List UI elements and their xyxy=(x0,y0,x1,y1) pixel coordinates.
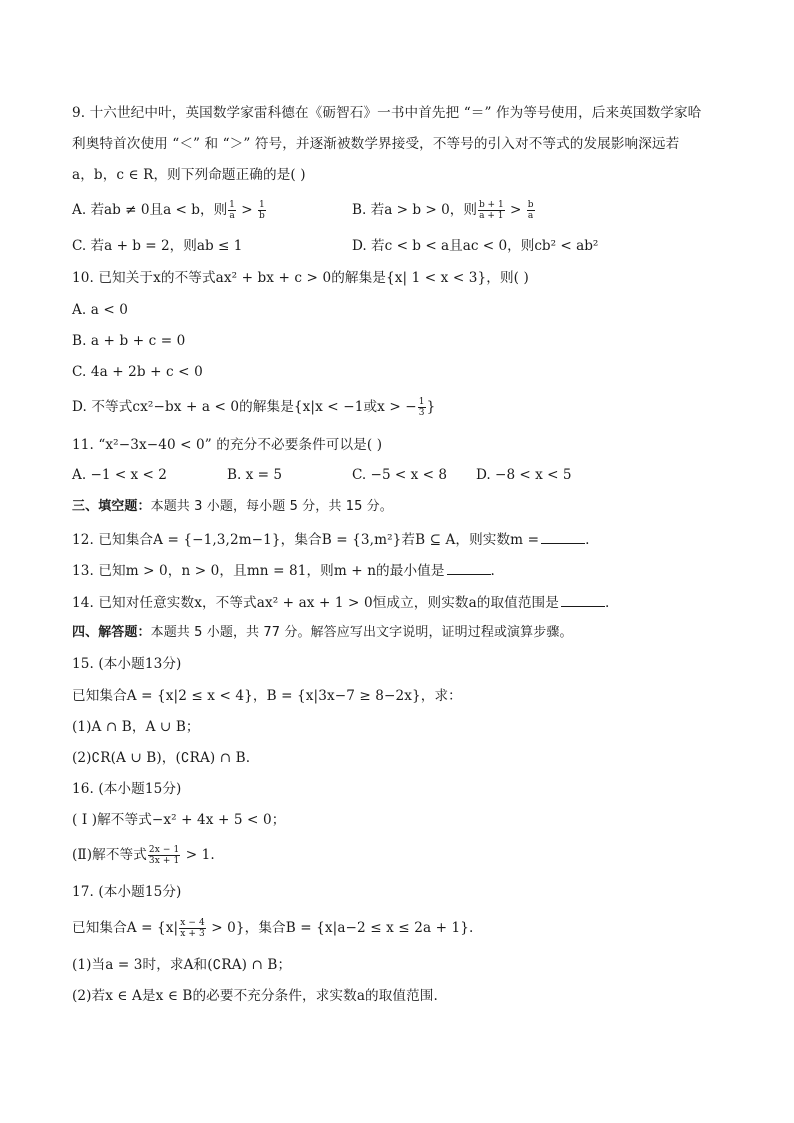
numerator: 2x − 1 xyxy=(148,845,180,855)
numerator: b xyxy=(527,200,534,210)
q15-stem: 已知集合A = {x|2 ≤ x < 4}，B = {x|3x−7 ≥ 8−2x}，求： xyxy=(72,688,462,704)
q16-part-2-text: (Ⅱ)解不等式 xyxy=(72,847,147,863)
section-4-title: 四、解答题： xyxy=(72,625,151,640)
denominator: a xyxy=(527,211,534,221)
q11-option-c: C. −5 < x < 8 xyxy=(352,467,447,483)
closing-brace: } xyxy=(426,399,436,415)
fraction xyxy=(527,200,535,221)
q16-part-1: ( Ⅰ )解不等式−x² + 4x + 5 < 0； xyxy=(72,812,286,828)
q13 xyxy=(72,560,495,581)
q17-title: 17. (本小题15分) xyxy=(72,884,182,900)
q14 xyxy=(72,592,609,613)
section-3-description: 本题共 3 小题，每小题 5 分，共 15 分。 xyxy=(150,499,393,514)
numerator: 1 xyxy=(229,200,235,210)
denominator: a xyxy=(229,211,235,221)
q15-title: 15. (本小题13分) xyxy=(72,656,182,672)
denominator: x + 3 xyxy=(180,929,205,939)
q10-option-c: C. 4a + 2b + c < 0 xyxy=(72,364,203,380)
numerator: b + 1 xyxy=(478,200,504,210)
answer-blank[interactable] xyxy=(561,592,605,607)
q11-option-b: B. x = 5 xyxy=(227,467,282,483)
denominator: 3 xyxy=(418,408,425,418)
operator: > xyxy=(236,202,257,218)
denominator: a + 1 xyxy=(479,211,504,221)
q16-part-2 xyxy=(72,845,215,866)
fraction xyxy=(478,200,505,221)
q11-option-a: A. −1 < x < 2 xyxy=(72,467,167,483)
q12-text: 12. 已知集合A = {−1,3,2m−1}，集合B = {3,m²}若B ⊆ A，则实数m = xyxy=(72,532,540,548)
q13-end: . xyxy=(490,563,495,579)
q14-end: . xyxy=(604,595,610,611)
q9-stem-line-1: 9. 十六世纪中叶，英国数学家雷科德在《砺智石》一书中首先把 “＝” 作为等号使用，后来英国数学家哈 xyxy=(72,105,702,121)
section-4-description: 本题共 5 小题，共 77 分。解答应写出文字说明，证明过程或演算步骤。 xyxy=(150,625,573,640)
q16-title: 16. (本小题15分) xyxy=(72,781,182,797)
q13-text: 13. 已知m > 0，n > 0，且mn = 81，则m + n的最小值是 xyxy=(72,563,445,579)
q9-option-c: C. 若a + b = 2，则ab ≤ 1 xyxy=(72,238,243,254)
q10-stem: 10. 已知关于x的不等式ax² + bx + c > 0的解集是{x| 1 < x < 3}，则( ) xyxy=(72,270,529,286)
q10-option-a: A. a < 0 xyxy=(72,302,129,318)
q9-option-a-text: A. 若ab ≠ 0且a < b，则 xyxy=(72,202,228,218)
denominator: 3x + 1 xyxy=(148,856,180,866)
q15-part-1: (1)A ∩ B，A ∪ B； xyxy=(72,719,200,735)
fraction xyxy=(179,918,206,939)
q15-part-2: (2)∁R(A ∪ B)，(∁RA) ∩ B. xyxy=(72,750,251,766)
operator: > xyxy=(505,202,526,218)
q10-option-d xyxy=(72,397,435,418)
fraction xyxy=(228,200,236,221)
q9-option-d: D. 若c < b < a且ac < 0，则cb² < ab² xyxy=(352,238,599,254)
q14-text: 14. 已知对任意实数x，不等式ax² + ax + 1 > 0恒成立，则实数a的取值范围是 xyxy=(72,595,559,611)
q17-part-1: (1)当a = 3时，求A和(∁RA) ∩ B； xyxy=(72,957,292,973)
q17-part-2: (2)若x ∈ A是x ∈ B的必要不充分条件，求实数a的取值范围. xyxy=(72,988,438,1004)
q9-option-b-text: B. 若a > b > 0，则 xyxy=(352,202,477,218)
answer-blank[interactable] xyxy=(447,560,491,575)
answer-blank[interactable] xyxy=(541,529,585,544)
q9-stem-line-2: 利奥特首次使用 “＜” 和 “＞” 符号，并逐渐被数学界接受，不等号的引入对不等式的发展影响深远若 xyxy=(72,136,680,152)
section-4-heading xyxy=(72,623,573,643)
numerator: x − 4 xyxy=(180,918,205,928)
q17-stem-tail: > 0}，集合B = {x|a−2 ≤ x ≤ 2a + 1}. xyxy=(206,920,474,936)
q16-part-2-tail: > 1. xyxy=(181,847,215,863)
q11-option-d: D. −8 < x < 5 xyxy=(476,467,572,483)
q9-option-a xyxy=(72,200,267,221)
section-3-heading xyxy=(72,497,393,517)
q17-stem-text: 已知集合A = {x| xyxy=(72,920,179,936)
denominator: b xyxy=(258,211,265,221)
fraction xyxy=(418,397,426,418)
q9-option-b xyxy=(352,200,536,221)
fraction xyxy=(258,200,266,221)
q12 xyxy=(72,529,590,550)
section-3-title: 三、填空题： xyxy=(72,499,151,514)
numerator: 1 xyxy=(258,200,265,210)
q9-stem-line-3: a，b，c ∈ R，则下列命题正确的是( ) xyxy=(72,167,306,183)
q17-stem xyxy=(72,918,473,939)
q10-option-b: B. a + b + c = 0 xyxy=(72,333,186,349)
q12-end: . xyxy=(585,532,590,548)
fraction xyxy=(148,845,180,866)
q11-stem: 11. “x²−3x−40 < 0” 的充分不必要条件可以是( ) xyxy=(72,437,383,453)
numerator: 1 xyxy=(418,397,425,407)
q10-option-d-text: D. 不等式cx²−bx + a < 0的解集是{x|x < −1或x > − xyxy=(72,399,417,415)
